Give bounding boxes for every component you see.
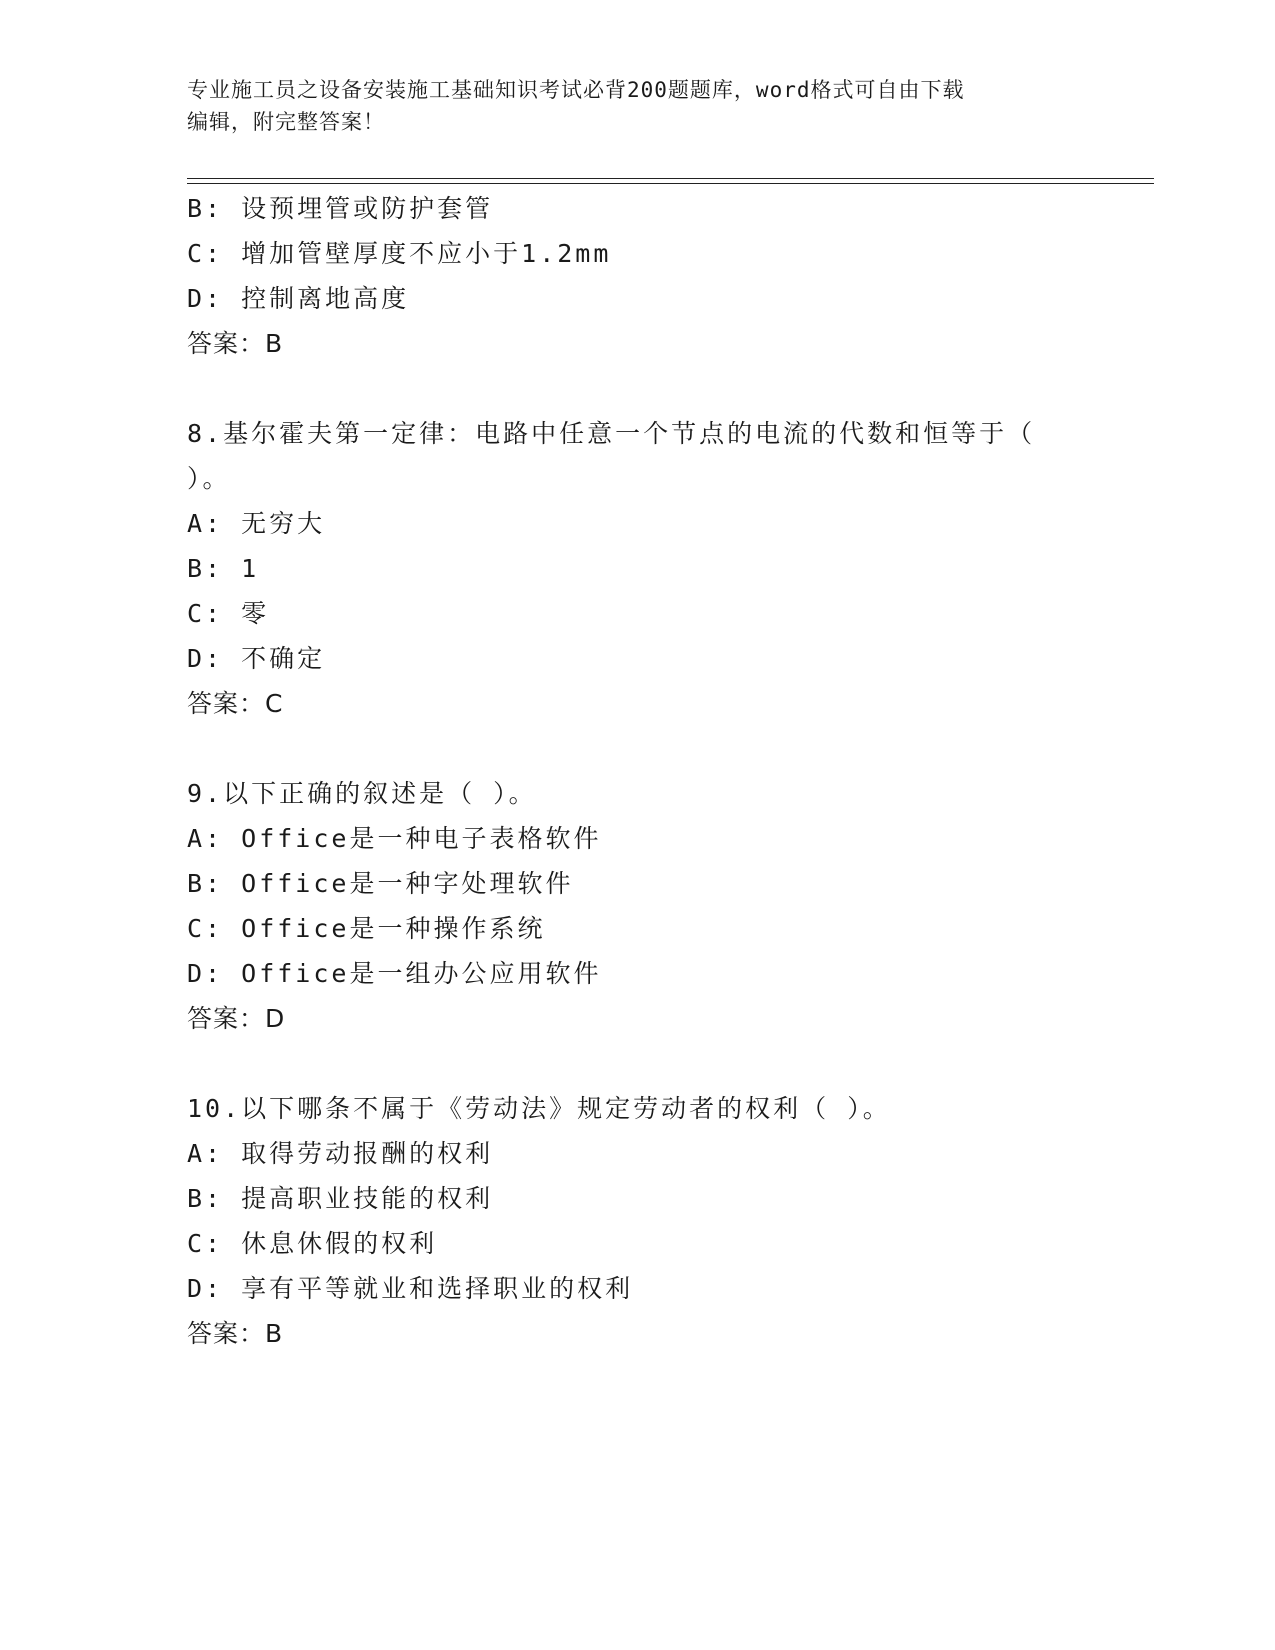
- q10-option-b: B: 提高职业技能的权利: [187, 1184, 494, 1213]
- document-header: [187, 74, 1067, 138]
- q8-option-a: A: 无穷大: [187, 509, 326, 538]
- header-line-1: 专业施工员之设备安装施工基础知识考试必背200题题库，word格式可自由下载: [187, 78, 965, 102]
- q10-option-c: C: 休息休假的权利: [187, 1229, 438, 1258]
- q8-option-c: C: 零: [187, 599, 270, 628]
- q8-option-b: B: 1: [187, 554, 260, 583]
- q7-answer: 答案：B: [187, 329, 284, 358]
- q7-option-b: B: 设预埋管或防护套管: [187, 194, 494, 223]
- q9-option-a: A: Office是一种电子表格软件: [187, 824, 602, 853]
- q9-option-c: C: Office是一种操作系统: [187, 914, 546, 943]
- q9-option-d: D: Office是一组办公应用软件: [187, 959, 602, 988]
- q8-stem-line-2: ）。: [187, 464, 231, 493]
- header-rule-top: [187, 178, 1154, 179]
- q10-option-d: D: 享有平等就业和选择职业的权利: [187, 1274, 634, 1303]
- q8-option-d: D: 不确定: [187, 644, 326, 673]
- q10-answer: 答案：B: [187, 1319, 284, 1348]
- q8-stem-line-1: 8.基尔霍夫第一定律：电路中任意一个节点的电流的代数和恒等于（: [187, 419, 1036, 448]
- q7-option-d: D: 控制离地高度: [187, 284, 410, 313]
- q9-option-b: B: Office是一种字处理软件: [187, 869, 574, 898]
- q10-stem: 10.以下哪条不属于《劳动法》规定劳动者的权利（ ）。: [187, 1094, 891, 1123]
- header-line-2: 编辑，附完整答案！: [187, 110, 385, 134]
- q9-answer: 答案：D: [187, 1004, 286, 1033]
- header-rule-bottom: [187, 183, 1154, 184]
- q7-option-c: C: 增加管壁厚度不应小于1.2mm: [187, 239, 612, 268]
- q8-answer: 答案：C: [187, 689, 284, 718]
- q10-option-a: A: 取得劳动报酬的权利: [187, 1139, 494, 1168]
- q9-stem: 9.以下正确的叙述是（ ）。: [187, 779, 537, 808]
